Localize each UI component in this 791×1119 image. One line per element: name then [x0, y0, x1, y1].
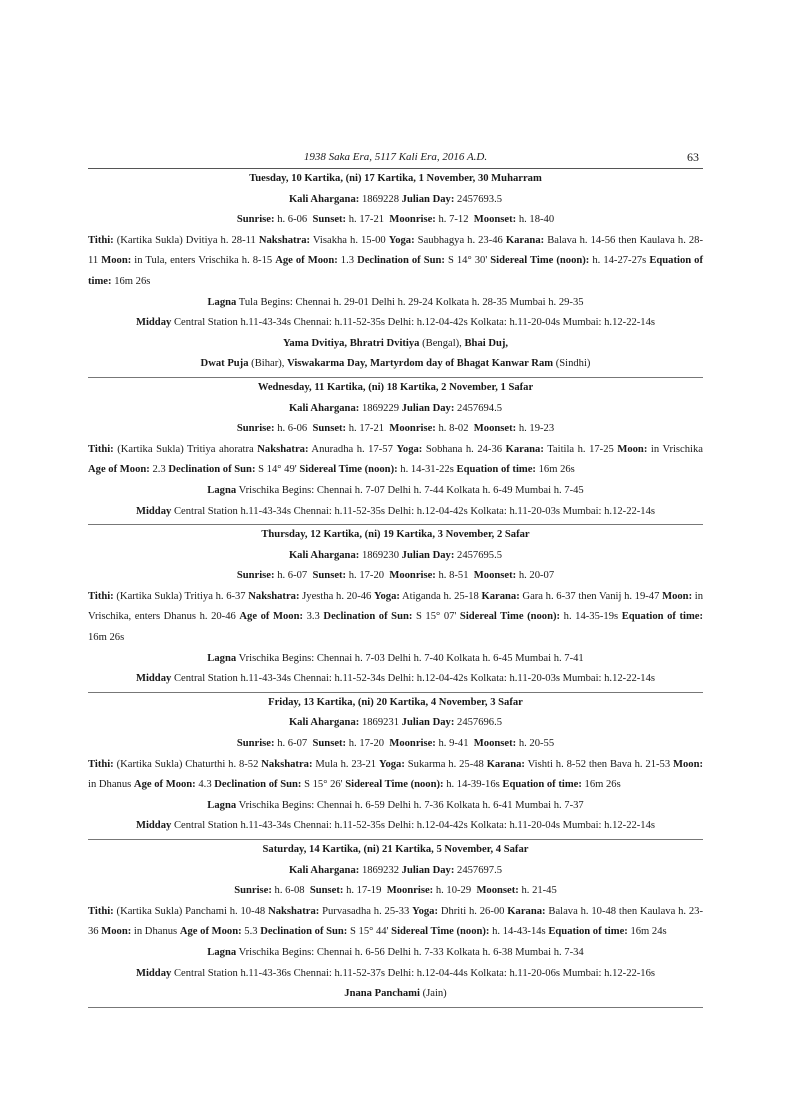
sun-moon-times: Sunrise: h. 6-07 Sunset: h. 17-20 Moonrise: h. 9-41 Moonset: h. 20-55 [236, 738, 555, 750]
day-heading: Wednesday, 11 Kartika, (ni) 18 Kartika, 2 November, 1 Safar [257, 381, 534, 393]
ahargana-line: Kali Ahargana: 1869231 Julian Day: 2457696.5 [288, 717, 503, 729]
panchang-details: Tithi: (Kartika Sukla) Tritiya h. 6-37 Nakshatra: Jyestha h. 20-46 Yoga: Atiganda h. 25-18 Karana: Gara h. 6-37 then Vanij h. 19-47 Moon: in Vrischika, enters Dhanus h. 20-46 Age of Moon: 3.3 Declination of Sun: S 15° 07' Sidereal Time (noon): h. 14-35-19s Equation of time: 16m 26s [88, 590, 704, 644]
panchang-details: Tithi: (Kartika Sukla) Tritiya ahoratra Nakshatra: Anuradha h. 17-57 Yoga: Sobhana h. 24-36 Karana: Taitila h. 17-25 Moon: in Vrischika Age of Moon: 2.3 Declination of Sun: S 14° 49' Sidereal Time (noon): h. 14-31-22s Equation of time: 16m 26s [88, 443, 703, 476]
ahargana-line: Kali Ahargana: 1869230 Julian Day: 2457695.5 [288, 549, 503, 561]
day-heading: Saturday, 14 Kartika, (ni) 21 Kartika, 5 November, 4 Safar [262, 844, 529, 855]
panchang-details: Tithi: (Kartika Sukla) Dvitiya h. 28-11 Nakshatra: Visakha h. 15-00 Yoga: Saubhagya h. 23-46 Karana: Balava h. 14-56 then Kaulava h. 28-11 Moon: in Tula, enters Vrischika h. 8-15 Age of Moon: 1.3 Declination of Sun: S 14° 30' Sidereal Time (noon): h. 14-27-27s Equation of time: 16m 26s [88, 234, 703, 287]
lagna-line: Lagna Vrischika Begins: Chennai h. 7-03 Delhi h. 7-40 Kolkata h. 6-45 Mumbai h. 7-41 [207, 652, 584, 664]
ahargana-line: Kali Ahargana: 1869229 Julian Day: 2457694.5 [288, 402, 503, 414]
festival-line: Jnana Panchami (Jain) [344, 988, 447, 1000]
sun-moon-times: Sunrise: h. 6-08 Sunset: h. 17-19 Moonrise: h. 10-29 Moonset: h. 21-45 [234, 885, 557, 897]
lagna-line: Lagna Vrischika Begins: Chennai h. 6-59 Delhi h. 7-36 Kolkata h. 6-41 Mumbai h. 7-37 [207, 799, 584, 811]
midday-line: Midday Central Station h.11-43-34s Chennai: h.11-52-35s Delhi: h.12-04-42s Kolkata: h.11-20-03s Mumbai: h.12-22-14s [135, 505, 656, 517]
midday-line: Midday Central Station h.11-43-34s Chennai: h.11-52-34s Delhi: h.12-04-42s Kolkata: h.11-20-03s Mumbai: h.12-22-14s [135, 673, 656, 685]
running-header [88, 150, 703, 169]
almanac-page [88, 150, 703, 1008]
midday-line: Midday Central Station h.11-43-34s Chennai: h.11-52-35s Delhi: h.12-04-42s Kolkata: h.11-20-04s Mumbai: h.12-22-14s [135, 317, 656, 329]
page-number: 63 [687, 150, 699, 164]
midday-line: Midday Central Station h.11-43-36s Chennai: h.11-52-37s Delhi: h.12-04-44s Kolkata: h.11-20-06s Mumbai: h.12-22-16s [135, 967, 656, 979]
lagna-line: Lagna Vrischika Begins: Chennai h. 7-07 Delhi h. 7-44 Kolkata h. 6-49 Mumbai h. 7-45 [207, 484, 584, 496]
lagna-line: Lagna Vrischika Begins: Chennai h. 6-56 Delhi h. 7-33 Kolkata h. 6-38 Mumbai h. 7-34 [207, 946, 584, 958]
day-entry [88, 693, 703, 840]
day-entry [88, 378, 703, 525]
festival-line: Yama Dvitiya, Bhratri Dvitiya (Bengal), Bhai Duj, [282, 337, 509, 349]
day-heading: Thursday, 12 Kartika, (ni) 19 Kartika, 3 November, 2 Safar [261, 529, 530, 541]
festival-line: Dwat Puja (Bihar), Viswakarma Day, Martyrdom day of Bhagat Kanwar Ram (Sindhi) [200, 358, 591, 370]
sun-moon-times: Sunrise: h. 6-06 Sunset: h. 17-21 Moonrise: h. 7-12 Moonset: h. 18-40 [236, 214, 555, 226]
sun-moon-times: Sunrise: h. 6-06 Sunset: h. 17-21 Moonrise: h. 8-02 Moonset: h. 19-23 [236, 423, 555, 435]
running-title: 1938 Saka Era, 5117 Kali Era, 2016 A.D. [303, 151, 488, 163]
panchang-details: Tithi: (Kartika Sukla) Panchami h. 10-48 Nakshatra: Purvasadha h. 25-33 Yoga: Dhriti h. 26-00 Karana: Balava h. 10-48 then Kaulava h. 23-36 Moon: in Dhanus Age of Moon: 5.3 Declination of Sun: S 15° 44' Sidereal Time (noon): h. 14-43-14s Equation of time: 16m 24s [88, 905, 703, 938]
day-entry [88, 840, 703, 1008]
panchang-details: Tithi: (Kartika Sukla) Chaturthi h. 8-52 Nakshatra: Mula h. 23-21 Yoga: Sukarma h. 25-48 Karana: Vishti h. 8-52 then Bava h. 21-53 Moon: in Dhanus Age of Moon: 4.3 Declination of Sun: S 15° 26' Sidereal Time (noon): h. 14-39-16s Equation of time: 16m 26s [88, 758, 704, 791]
midday-line: Midday Central Station h.11-43-34s Chennai: h.11-52-35s Delhi: h.12-04-42s Kolkata: h.11-20-04s Mumbai: h.12-22-14s [135, 820, 656, 832]
day-entry [88, 169, 703, 378]
ahargana-line: Kali Ahargana: 1869228 Julian Day: 2457693.5 [288, 193, 503, 205]
day-heading: Friday, 13 Kartika, (ni) 20 Kartika, 4 November, 3 Safar [268, 696, 523, 708]
day-heading: Tuesday, 10 Kartika, (ni) 17 Kartika, 1 November, 30 Muharram [249, 173, 542, 184]
day-entry [88, 525, 703, 693]
sun-moon-times: Sunrise: h. 6-07 Sunset: h. 17-20 Moonrise: h. 8-51 Moonset: h. 20-07 [236, 570, 555, 582]
ahargana-line: Kali Ahargana: 1869232 Julian Day: 2457697.5 [288, 864, 503, 876]
lagna-line: Lagna Tula Begins: Chennai h. 29-01 Delhi h. 29-24 Kolkata h. 28-35 Mumbai h. 29-35 [207, 296, 584, 308]
